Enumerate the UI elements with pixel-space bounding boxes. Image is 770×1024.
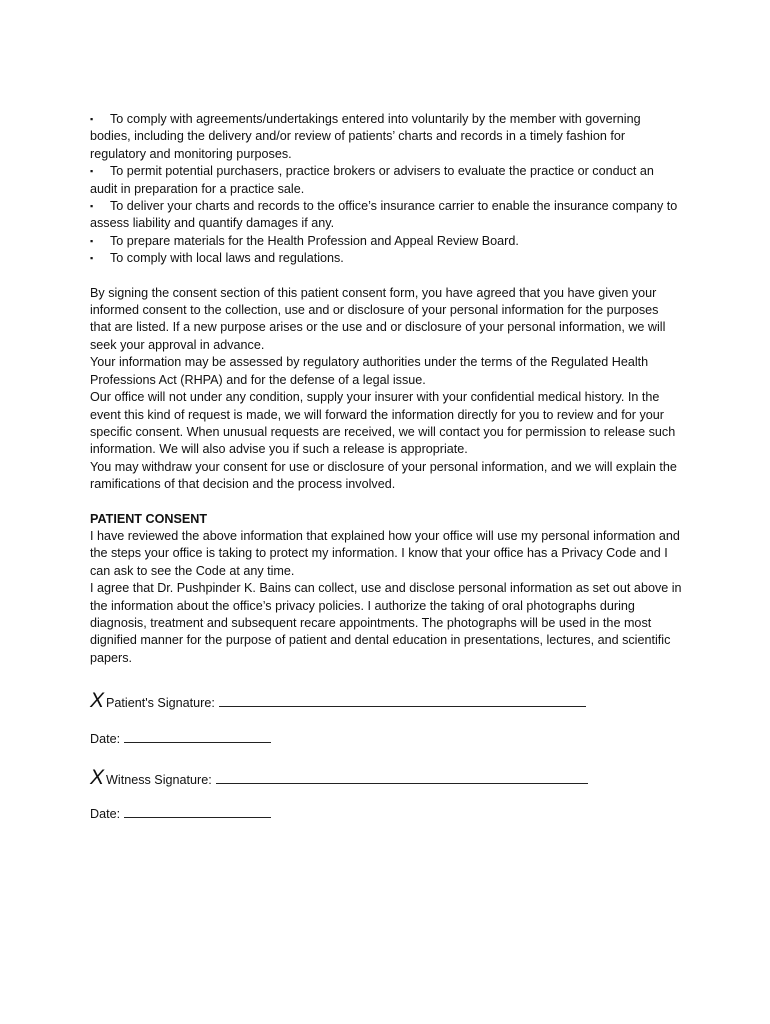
consent-explanation: [90, 285, 682, 494]
list-item: [90, 250, 682, 267]
list-item: [90, 233, 682, 250]
witness-signature-label: Witness Signature:: [106, 773, 212, 787]
paragraph-regulatory: Your information may be assessed by regulatory authorities under the terms of the Regulated Health Professions Act (RHPA) and for the defense of a legal issue.: [90, 355, 649, 387]
patient-signature-row: [90, 691, 682, 712]
witness-date-row: [90, 806, 682, 823]
purpose-list: [90, 111, 682, 268]
witness-date-label: Date:: [90, 807, 121, 822]
signature-x-mark: X: [90, 766, 105, 789]
patient-signature-label: Patient's Signature:: [106, 696, 215, 711]
paragraph-signing: By signing the consent section of this patient consent form, you have agreed that you have given your informed consent to the collection, use and or disclosure of your personal information for the purposes that are listed. If a new purpose arises or the use and or disclosure of your personal information, we will seek your approval in advance.: [90, 285, 666, 352]
paragraph-insurer: Our office will not under any condition, supply your insurer with your confidential medical history. In the event this kind of request is made, we will forward the information directly for you to review and for your specific consent. When unusual requests are received, we will contact you for permission to release such information. We will also advise you if such a release is appropriate.: [90, 390, 676, 457]
list-item-text: To prepare materials for the Health Profession and Appeal Review Board.: [110, 233, 519, 248]
list-item-text: To comply with local laws and regulations.: [110, 251, 344, 266]
patient-signature-field[interactable]: [219, 695, 586, 707]
consent-document: [90, 111, 682, 824]
patient-date-row: [90, 731, 682, 748]
patient-date-label: Date:: [90, 731, 121, 746]
list-item: [90, 111, 682, 163]
bullet-icon: ▪: [90, 235, 94, 246]
list-item-text: To deliver your charts and records to the office’s insurance carrier to enable the insurance company to assess liability and quantify damages if any.: [90, 199, 678, 231]
witness-date-field[interactable]: [124, 806, 271, 818]
patient-consent-heading: PATIENT CONSENT: [90, 511, 208, 526]
witness-signature-row: [90, 768, 682, 789]
list-item-text: To permit potential purchasers, practice brokers or advisers to evaluate the practice or conduct an audit in preparation for a practice sale.: [90, 164, 654, 196]
bullet-icon: ▪: [90, 166, 94, 177]
list-item-text: To comply with agreements/undertakings entered into voluntarily by the member with governing bodies, including the delivery and/or review of patients’ charts and records in a timely fashion for regulatory and monitoring purposes.: [90, 112, 641, 161]
list-item: [90, 163, 682, 198]
bullet-icon: ▪: [90, 253, 94, 264]
bullet-icon: ▪: [90, 201, 94, 212]
paragraph-reviewed: I have reviewed the above information that explained how your office will use my personal information and the steps your office is taking to protect my information. I know that your office has a Privacy Code and I can ask to see the Code at any time.: [90, 528, 680, 578]
paragraph-agree: I agree that Dr. Pushpinder K. Bains can collect, use and disclose personal information as set out above in the information about the office’s privacy policies. I authorize the taking of oral photographs during diagnosis, treatment and subsequent recare appointments. The photographs will be used in the most dignified manner for the purpose of patient and dental education in presentations, lectures, and scientific papers.: [90, 581, 682, 665]
patient-date-field[interactable]: [124, 731, 271, 743]
witness-signature-field[interactable]: [216, 772, 588, 784]
list-item: [90, 198, 682, 233]
bullet-icon: ▪: [90, 114, 94, 124]
paragraph-withdraw: You may withdraw your consent for use or disclosure of your personal information, and we will explain the ramifications of that decision and the process involved.: [90, 459, 677, 492]
signature-x-mark: X: [90, 689, 105, 713]
